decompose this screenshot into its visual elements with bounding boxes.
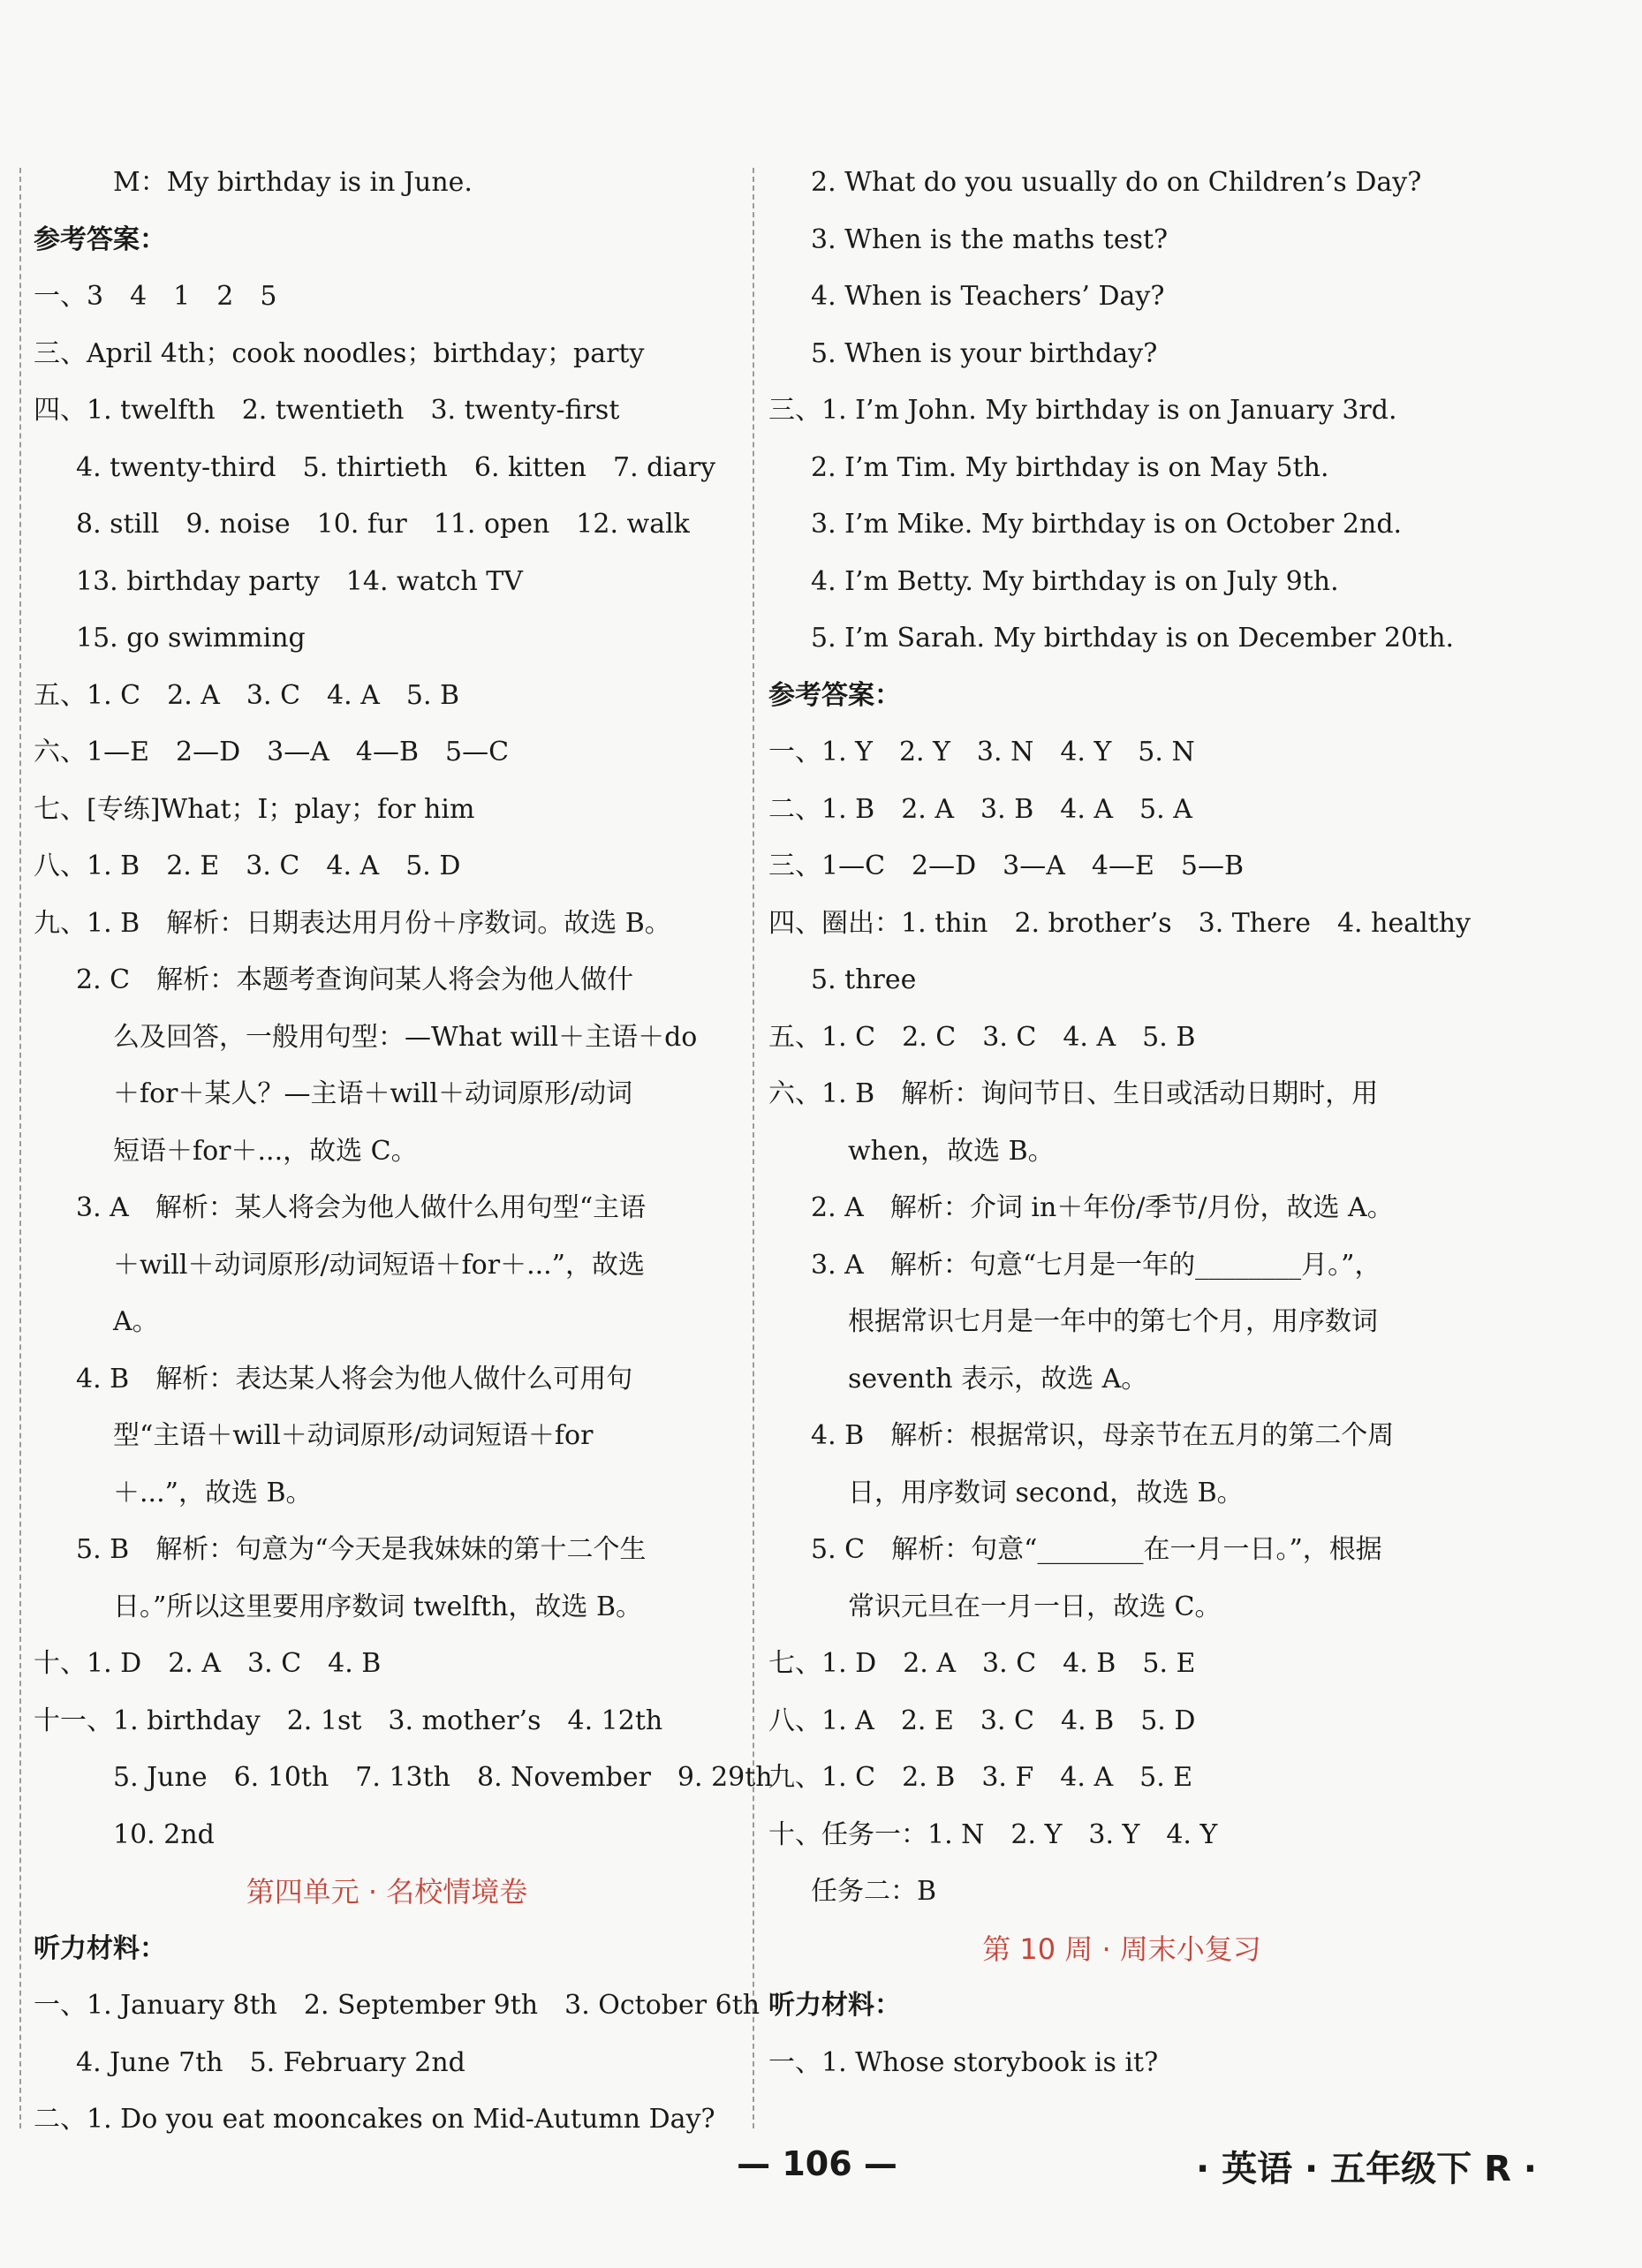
text-line: 六、1—E 2—D 3—A 4—B 5—C [34,737,510,767]
text-line: 5. B 解析：句意为“今天是我妹妹的第十二个生 [76,1534,647,1565]
text-line: 2. I’m Tim. My birthday is on May 5th. [811,451,1329,483]
text-line: 2. What do you usually do on Children’s Day? [811,167,1422,198]
text-line: M：My birthday is in June. [113,167,473,198]
text-line: 任务二：B [811,1876,937,1907]
text-line: 4. When is Teachers’ Day? [811,281,1165,312]
text-line: A。 [113,1306,159,1337]
text-line: 5. I’m Sarah. My birthday is on December 20th. [811,623,1455,654]
text-line: 短语＋for＋...，故选 C。 [113,1135,418,1167]
listening-heading: 听力材料： [34,1932,166,1964]
text-line: when，故选 B。 [848,1135,1055,1167]
text-line: 10. 2nd [113,1818,215,1850]
text-line: 四、圈出：1. thin 2. brother’s 3. There 4. healthy [768,907,1471,939]
text-line: 十、1. D 2. A 3. C 4. B [34,1648,382,1679]
text-line: 5. When is your birthday? [811,337,1158,369]
text-line: 5. C 解析：句意“________在一月一日。”，根据 [811,1534,1382,1565]
text-line: 七、1. D 2. A 3. C 4. B 5. E [768,1648,1196,1679]
text-line: 2. A 解析：介词 in＋年份/季节/月份，故选 A。 [811,1192,1394,1223]
text-line: ＋for＋某人？—主语＋will＋动词原形/动词 [113,1078,633,1109]
section-title: 第 10 周 · 周末小复习 [982,1932,1261,1966]
text-line: 4. B 解析：表达某人将会为他人做什么可用句 [76,1363,633,1395]
text-line: 4. I’m Betty. My birthday is on July 9th. [811,565,1339,597]
text-line: 3. A 解析：句意“七月是一年的________月。”， [811,1249,1381,1281]
text-line: 8. still 9. noise 10. fur 11. open 12. walk [76,509,690,540]
text-line: 13. birthday party 14. watch TV [76,565,523,597]
text-line: 八、1. A 2. E 3. C 4. B 5. D [768,1705,1196,1736]
answer-heading: 参考答案： [34,223,166,255]
text-line: 三、April 4th；cook noodles；birthday；party [34,337,645,369]
column-divider [19,168,21,2128]
text-line: 九、1. B 解析：日期表达用月份＋序数词。故选 B。 [34,907,671,939]
text-line: ＋...”，故选 B。 [113,1477,313,1508]
text-line: 日，用序数词 second，故选 B。 [848,1477,1244,1508]
text-line: 一、1. January 8th 2. September 9th 3. October 6th [34,1990,760,2021]
text-line: 二、1. B 2. A 3. B 4. A 5. A [768,793,1192,825]
text-line: seventh 表示，故选 A。 [848,1363,1148,1395]
text-line: 二、1. Do you eat mooncakes on Mid-Autumn Day? [34,2104,715,2135]
column-divider [753,168,754,2128]
text-line: 十一、1. birthday 2. 1st 3. mother’s 4. 12th [34,1705,663,1736]
text-line: 15. go swimming [76,623,306,654]
text-line: 4. B 解析：根据常识，母亲节在五月的第二个周 [811,1420,1395,1451]
right-column [768,155,1475,2091]
listening-heading: 听力材料： [768,1990,901,2021]
text-line: 5. three [811,964,917,995]
subject-label: · 英语 · 五年级下 R · [1195,2149,1537,2189]
text-line: ＋will＋动词原形/动词短语＋for＋...”，故选 [113,1249,646,1281]
text-line: 六、1. B 解析：询问节日、生日或活动日期时，用 [768,1078,1379,1109]
text-line: 3. I’m Mike. My birthday is on October 2nd. [811,509,1403,540]
text-line: 一、3 4 1 2 5 [34,281,277,312]
text-line: 五、1. C 2. C 3. C 4. A 5. B [768,1021,1196,1053]
text-line: 根据常识七月是一年中的第七个月，用序数词 [848,1306,1378,1337]
text-line: 2. C 解析：本题考查询问某人将会为他人做什 [76,964,634,995]
left-column [34,155,773,2149]
text-line: 3. When is the maths test? [811,223,1169,255]
text-line: 3. A 解析：某人将会为他人做什么用句型“主语 [76,1192,647,1223]
answer-heading: 参考答案： [768,679,901,711]
text-line: 型“主语＋will＋动词原形/动词短语＋for [113,1420,594,1451]
text-line: 四、1. twelfth 2. twentieth 3. twenty-first [34,395,620,426]
text-line: 三、1. I’m John. My birthday is on January 3rd. [768,395,1397,426]
text-line: 5. June 6. 10th 7. 13th 8. November 9. 29th [113,1762,773,1793]
text-line: 4. twenty-third 5. thirtieth 6. kitten 7. diary [76,451,716,483]
text-line: 一、1. Y 2. Y 3. N 4. Y 5. N [768,737,1195,767]
text-line: 么及回答，一般用句型：—What will＋主语＋do [113,1021,698,1053]
text-line: 三、1—C 2—D 3—A 4—E 5—B [768,850,1245,881]
page-number: — 106 — [737,2144,897,2183]
text-line: 一、1. Whose storybook is it? [768,2046,1159,2078]
text-line: 七、[专练]What；I；play；for him [34,793,475,825]
text-line: 八、1. B 2. E 3. C 4. A 5. D [34,850,461,881]
text-line: 九、1. C 2. B 3. F 4. A 5. E [768,1762,1193,1793]
section-title: 第四单元 · 名校情境卷 [246,1875,528,1909]
text-line: 4. June 7th 5. February 2nd [76,2046,465,2078]
text-line: 十、任务一：1. N 2. Y 3. Y 4. Y [768,1818,1218,1850]
text-line: 日。”所以这里要用序数词 twelfth，故选 B。 [113,1591,643,1622]
text-line: 五、1. C 2. A 3. C 4. A 5. B [34,679,460,711]
text-line: 常识元旦在一月一日，故选 C。 [848,1591,1222,1622]
